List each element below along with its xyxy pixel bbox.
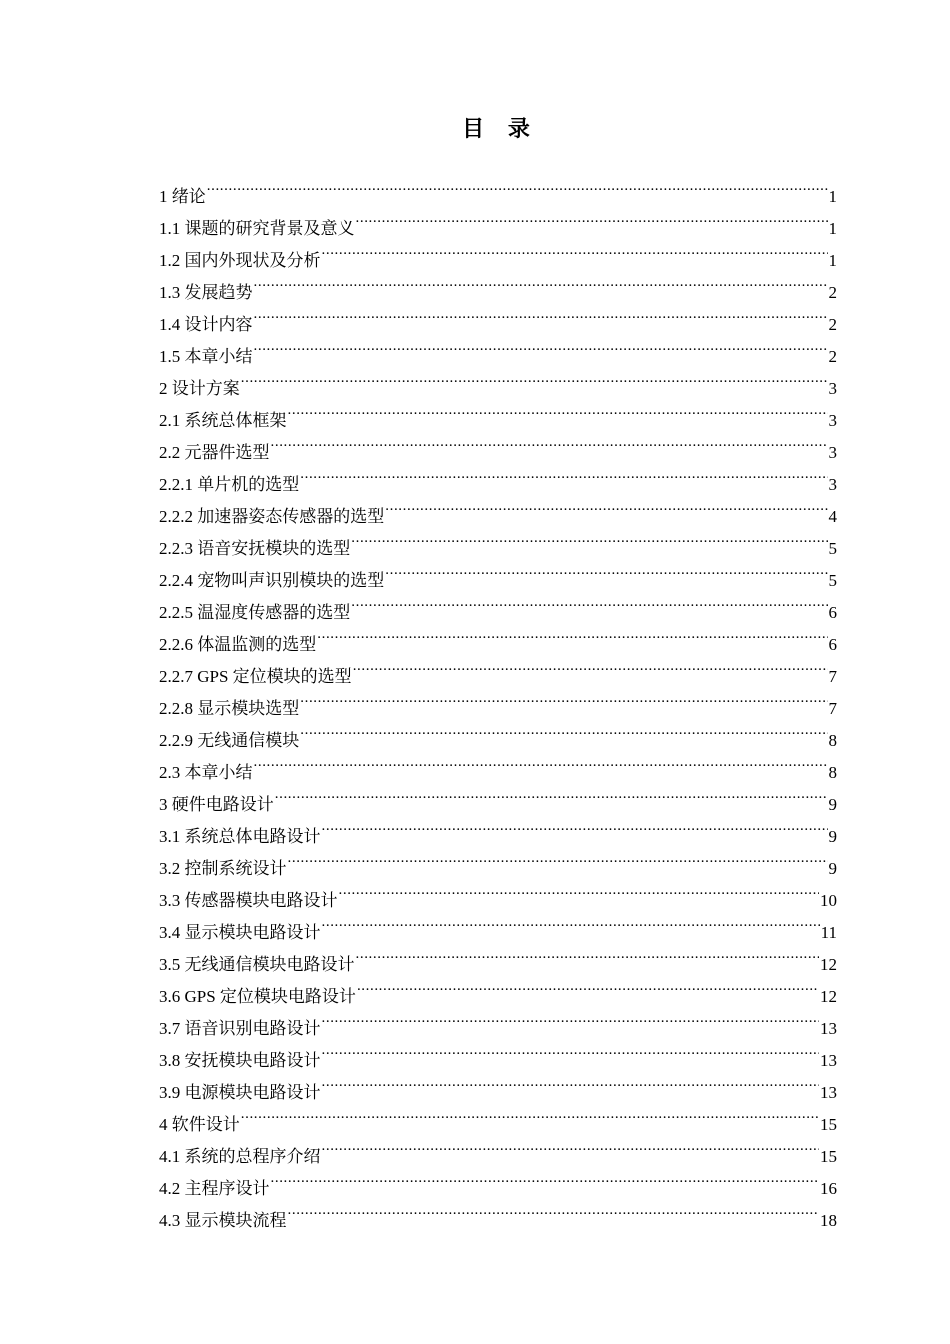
- toc-entry-label: 2.2.8 显示模块选型: [159, 699, 300, 718]
- toc-entry-label: 3.4 显示模块电路设计: [159, 923, 321, 942]
- dot-leader: [271, 426, 828, 458]
- toc-entry-page-number: 8: [828, 731, 837, 750]
- toc-entry-page-number: 13: [820, 1083, 837, 1102]
- dot-leader: [271, 1162, 820, 1194]
- toc-entry-label: 4.3 显示模块流程: [159, 1211, 287, 1230]
- dot-leader: [322, 810, 828, 842]
- toc-entry-label: 2.2.7 GPS 定位模块的选型: [159, 667, 352, 686]
- toc-entry-label: 3 硬件电路设计: [159, 795, 274, 814]
- dot-leader: [322, 1002, 820, 1034]
- toc-entry-label: 3.9 电源模块电路设计: [159, 1083, 321, 1102]
- toc-entry-label: 2.2.2 加速器姿态传感器的选型: [159, 507, 385, 526]
- toc-entry[interactable]: [159, 266, 837, 302]
- toc-entry-label: 4 软件设计: [159, 1115, 240, 1134]
- toc-entry-label: 1.3 发展趋势: [159, 283, 253, 302]
- dot-leader: [288, 842, 828, 874]
- toc-entry-label: 2.2.1 单片机的选型: [159, 475, 300, 494]
- table-of-contents: [159, 170, 837, 1230]
- page-title: 目 录: [462, 117, 538, 142]
- toc-entry-page-number: 3: [828, 443, 837, 462]
- toc-entry[interactable]: [159, 1098, 837, 1134]
- dot-leader: [351, 522, 827, 554]
- toc-entry-page-number: 5: [828, 539, 837, 558]
- dot-leader: [254, 298, 828, 330]
- toc-entry-label: 3.2 控制系统设计: [159, 859, 287, 878]
- toc-entry-page-number: 11: [820, 923, 837, 942]
- toc-entry-page-number: 8: [828, 763, 837, 782]
- toc-entry-page-number: 18: [820, 1211, 837, 1230]
- toc-entry-page-number: 13: [820, 1051, 837, 1070]
- dot-leader: [339, 874, 820, 906]
- dot-leader: [254, 266, 828, 298]
- dot-leader: [300, 458, 827, 490]
- toc-entry-page-number: 12: [820, 955, 837, 974]
- toc-entry-label: 2.2.4 宠物叫声识别模块的选型: [159, 571, 385, 590]
- dot-leader: [351, 586, 827, 618]
- toc-entry[interactable]: [159, 362, 837, 398]
- toc-entry-label: 3.3 传感器模块电路设计: [159, 891, 338, 910]
- toc-entry-label: 3.8 安抚模块电路设计: [159, 1051, 321, 1070]
- toc-entry-page-number: 2: [828, 315, 837, 334]
- toc-entry[interactable]: [159, 1130, 837, 1166]
- dot-leader: [322, 1130, 820, 1162]
- toc-entry-page-number: 4: [828, 507, 837, 526]
- toc-entry-label: 4.2 主程序设计: [159, 1179, 270, 1198]
- dot-leader: [241, 362, 828, 394]
- dot-leader: [300, 714, 827, 746]
- toc-entry[interactable]: [159, 330, 837, 366]
- toc-entry[interactable]: [159, 394, 837, 430]
- toc-entry-label: 2.2.9 无线通信模块: [159, 731, 300, 750]
- toc-entry-page-number: 16: [820, 1179, 837, 1198]
- toc-entry-label: 2.1 系统总体框架: [159, 411, 287, 430]
- toc-entry-label: 2 设计方案: [159, 379, 240, 398]
- toc-entry-page-number: 1: [828, 219, 837, 238]
- toc-entry[interactable]: [159, 298, 837, 334]
- toc-entry-page-number: 3: [828, 411, 837, 430]
- toc-entry-label: 3.5 无线通信模块电路设计: [159, 955, 355, 974]
- toc-entry-page-number: 2: [828, 283, 837, 302]
- dot-leader: [300, 682, 827, 714]
- toc-entry-label: 3.6 GPS 定位模块电路设计: [159, 987, 356, 1006]
- dot-leader: [357, 970, 819, 1002]
- toc-entry-page-number: 15: [820, 1115, 837, 1134]
- toc-entry-page-number: 3: [828, 475, 837, 494]
- toc-entry-label: 1.2 国内外现状及分析: [159, 251, 321, 270]
- dot-leader: [356, 938, 820, 970]
- dot-leader: [356, 202, 828, 234]
- toc-entry-page-number: 9: [828, 795, 837, 814]
- dot-leader: [254, 330, 828, 362]
- toc-entry-page-number: 5: [828, 571, 837, 590]
- toc-entry-label: 2.3 本章小结: [159, 763, 253, 782]
- toc-entry-page-number: 9: [828, 859, 837, 878]
- toc-entry-label: 2.2.3 语音安抚模块的选型: [159, 539, 351, 558]
- dot-leader: [322, 906, 820, 938]
- toc-entry-label: 3.1 系统总体电路设计: [159, 827, 321, 846]
- toc-entry-page-number: 9: [828, 827, 837, 846]
- dot-leader: [322, 234, 828, 266]
- dot-leader: [317, 618, 827, 650]
- dot-leader: [353, 650, 828, 682]
- dot-leader: [275, 778, 828, 810]
- toc-entry-page-number: 7: [828, 667, 837, 686]
- toc-entry-label: 1 绪论: [159, 187, 206, 206]
- toc-entry[interactable]: [159, 170, 837, 206]
- toc-entry[interactable]: [159, 202, 837, 238]
- toc-entry-label: 2.2.5 温湿度传感器的选型: [159, 603, 351, 622]
- toc-entry-page-number: 6: [828, 635, 837, 654]
- toc-entry-page-number: 3: [828, 379, 837, 398]
- dot-leader: [322, 1066, 820, 1098]
- toc-entry-label: 1.5 本章小结: [159, 347, 253, 366]
- toc-entry-label: 2.2.6 体温监测的选型: [159, 635, 317, 654]
- toc-entry-page-number: 6: [828, 603, 837, 622]
- toc-entry-page-number: 10: [820, 891, 837, 910]
- toc-entry-label: 3.7 语音识别电路设计: [159, 1019, 321, 1038]
- toc-entry-label: 4.1 系统的总程序介绍: [159, 1147, 321, 1166]
- toc-entry[interactable]: [159, 746, 837, 782]
- dot-leader: [288, 394, 828, 426]
- dot-leader: [254, 746, 828, 778]
- dot-leader: [385, 490, 827, 522]
- dot-leader: [385, 554, 827, 586]
- toc-entry-label: 1.1 课题的研究背景及意义: [159, 219, 355, 238]
- toc-entry-label: 2.2 元器件选型: [159, 443, 270, 462]
- toc-entry-page-number: 1: [828, 187, 837, 206]
- toc-entry-page-number: 15: [820, 1147, 837, 1166]
- toc-entry-page-number: 2: [828, 347, 837, 366]
- dot-leader: [288, 1194, 820, 1226]
- dot-leader: [241, 1098, 819, 1130]
- dot-leader: [322, 1034, 820, 1066]
- toc-entry-page-number: 7: [828, 699, 837, 718]
- toc-entry[interactable]: [159, 778, 837, 814]
- toc-entry-page-number: 13: [820, 1019, 837, 1038]
- toc-entry-page-number: 1: [828, 251, 837, 270]
- dot-leader: [207, 170, 828, 202]
- toc-entry-label: 1.4 设计内容: [159, 315, 253, 334]
- toc-entry-page-number: 12: [820, 987, 837, 1006]
